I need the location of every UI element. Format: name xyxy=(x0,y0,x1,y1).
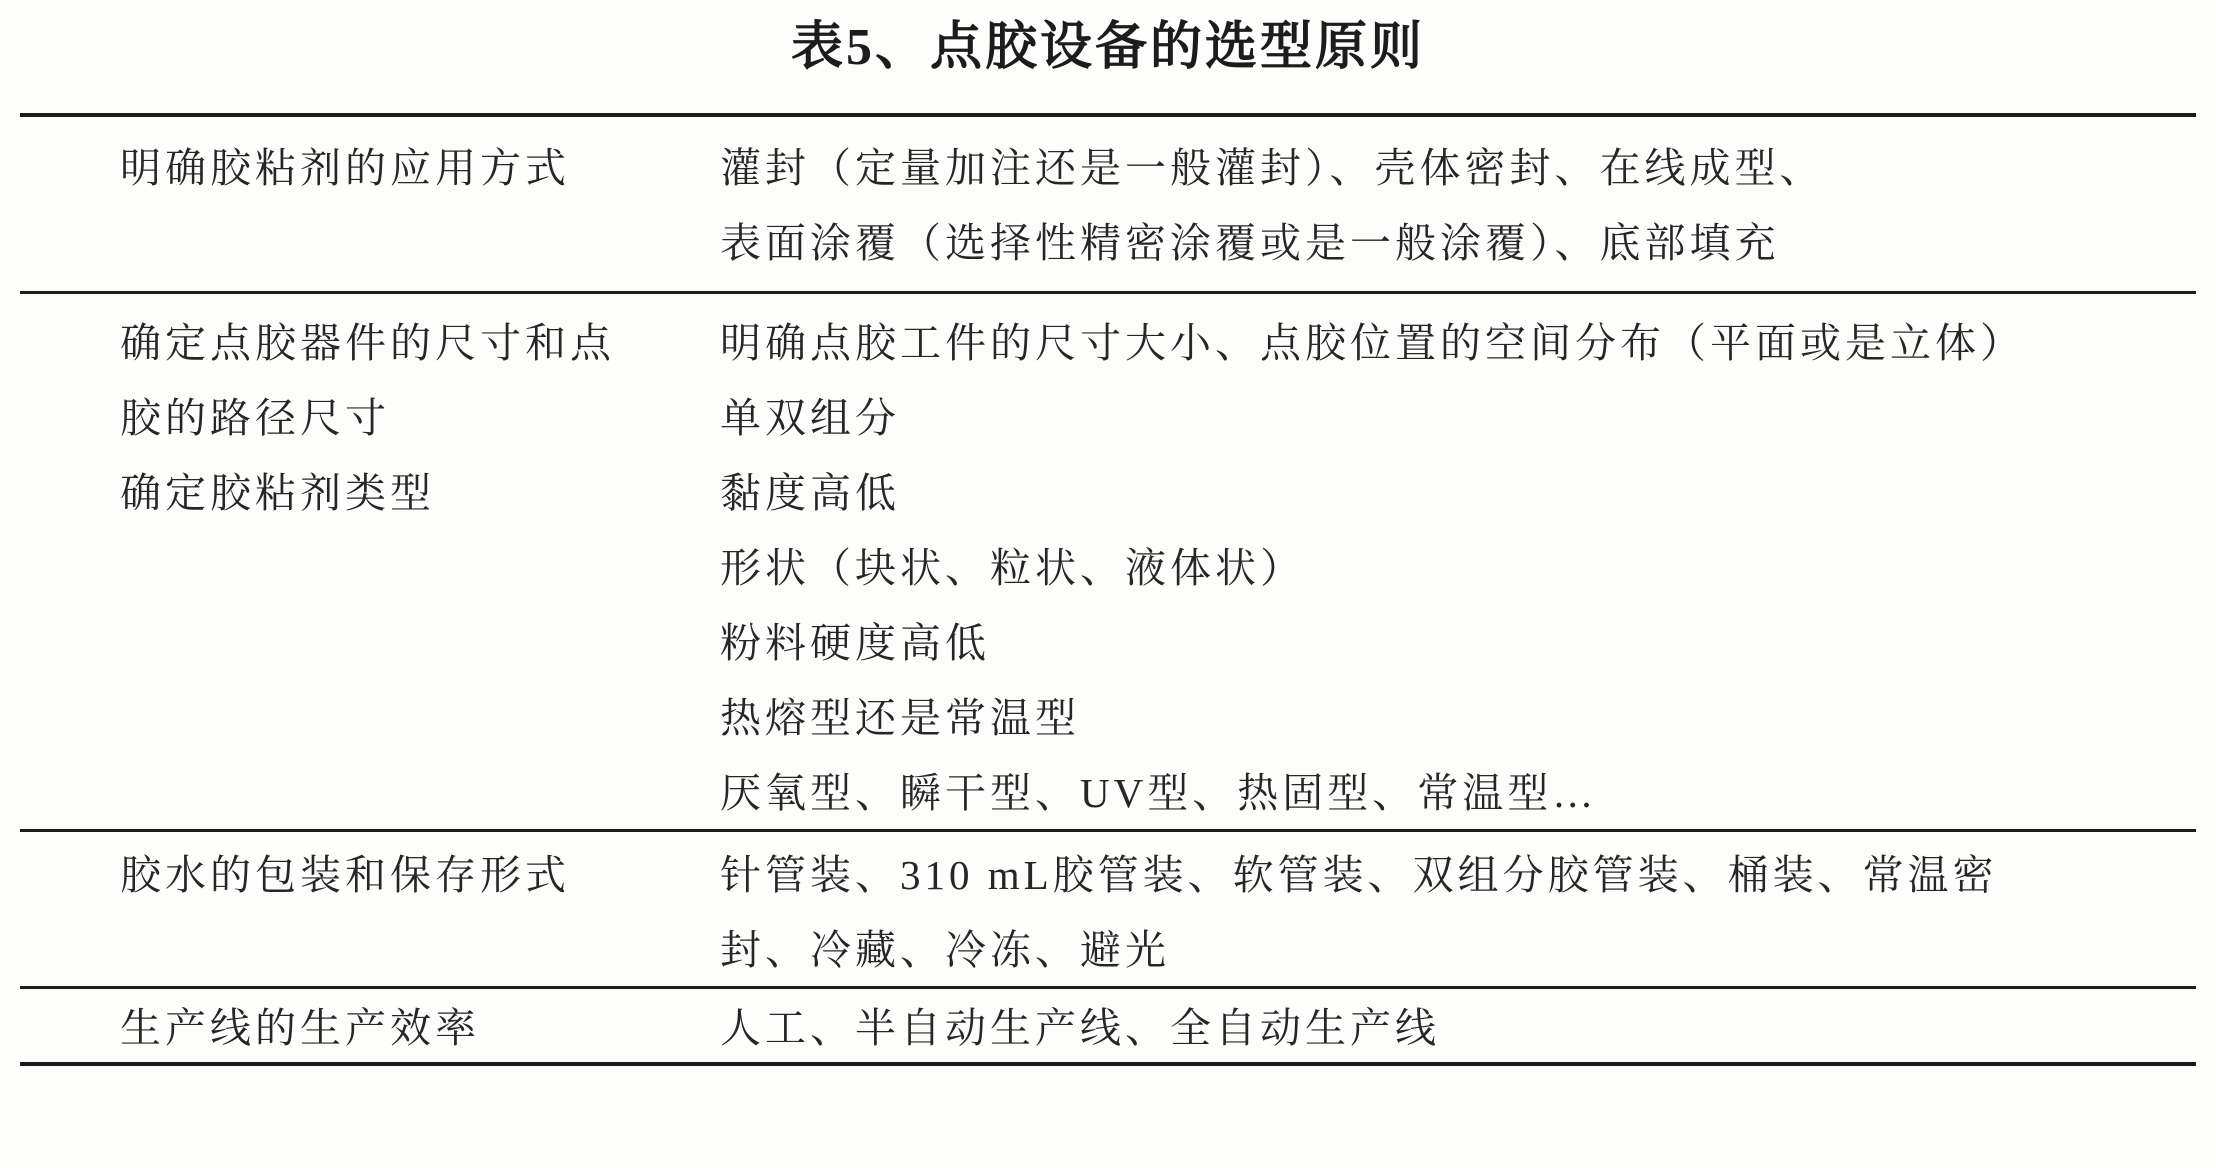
table-row-production-efficiency xyxy=(20,986,2196,1062)
selection-principles-table xyxy=(20,113,2196,1066)
row-label-cell xyxy=(20,131,720,291)
row-content-line: 灌封（定量加注还是一般灌封）、壳体密封、在线成型、 xyxy=(720,145,1825,191)
row-content-line: 单双组分 xyxy=(720,395,900,441)
row-label-line: 生产线的生产效率 xyxy=(120,1005,480,1051)
row-content-line: 表面涂覆（选择性精密涂覆或是一般涂覆）、底部填充 xyxy=(720,220,1780,266)
table-row-application-method xyxy=(20,117,2196,291)
row-content-line: 针管装、310 mL胶管装、软管装、双组分胶管装、桶装、常温密 xyxy=(720,852,1998,898)
row-content-line: 封、冷藏、冷冻、避光 xyxy=(720,927,1170,973)
row-label-cell xyxy=(20,306,720,829)
row-content-cell xyxy=(720,306,2196,829)
row-content-cell xyxy=(720,131,2196,291)
row-label-line: 明确胶粘剂的应用方式 xyxy=(120,145,570,191)
row-label-cell xyxy=(20,838,720,986)
row-content-line: 人工、半自动生产线、全自动生产线 xyxy=(720,1005,1440,1051)
row-content-line: 形状（块状、粒状、液体状） xyxy=(720,545,1305,591)
row-label-line: 确定胶粘剂类型 xyxy=(120,470,435,516)
row-content-line: 厌氧型、瞬干型、UV型、热固型、常温型… xyxy=(720,770,1598,816)
row-content-line: 明确点胶工件的尺寸大小、点胶位置的空间分布（平面或是立体） xyxy=(720,320,2025,366)
table-row-packaging-storage xyxy=(20,829,2196,986)
row-label-line: 胶的路径尺寸 xyxy=(120,395,390,441)
row-content-line: 热熔型还是常温型 xyxy=(720,695,1080,741)
row-content-line: 粉料硬度高低 xyxy=(720,620,990,666)
row-content-cell xyxy=(720,991,2196,1062)
row-content-cell xyxy=(720,838,2196,986)
table-title: 表5、点胶设备的选型原则 xyxy=(790,19,1425,76)
row-content-line: 黏度高低 xyxy=(720,470,900,516)
row-label-cell xyxy=(20,991,720,1062)
row-label-line: 确定点胶器件的尺寸和点 xyxy=(120,320,615,366)
row-label-line: 胶水的包装和保存形式 xyxy=(120,852,570,898)
table-row-size-and-adhesive-type xyxy=(20,291,2196,829)
